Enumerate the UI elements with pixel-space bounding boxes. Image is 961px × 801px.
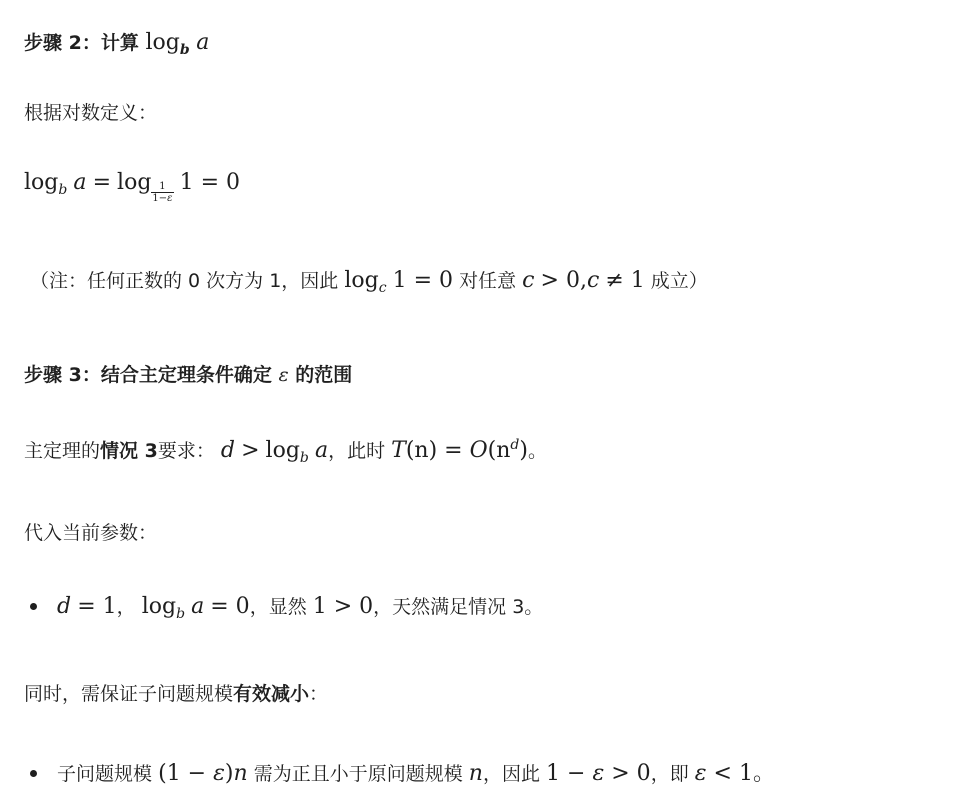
case3-sub-b: b — [299, 450, 309, 466]
b1-a: a — [191, 594, 205, 619]
case3-n1: (n) = — [405, 438, 470, 463]
note-line — [30, 266, 708, 296]
step3-heading-suffix: 的范围 — [295, 364, 353, 386]
frac-numerator: 1 — [151, 181, 173, 193]
case3-n2: (n — [487, 438, 511, 463]
case3-d: d — [220, 438, 236, 463]
b2-eps: ε — [213, 761, 225, 786]
b1-log: log — [141, 594, 177, 619]
case3-O: O — [469, 438, 488, 463]
bullet-dot — [30, 770, 37, 777]
eq1-sub-b: b — [58, 182, 68, 198]
note-c2: c — [586, 268, 600, 293]
eq1-log2: log — [117, 170, 152, 195]
b2-n2: n — [468, 761, 483, 786]
meanwhile-bold: 有效减小 — [233, 683, 310, 705]
frac-den-prefix: 1− — [152, 193, 168, 204]
b2-t1: 子问题规模 — [57, 763, 153, 785]
b2-t3: ，因此 — [482, 763, 540, 785]
b2-ineq2: > 0 — [604, 761, 651, 786]
step3-heading — [24, 360, 352, 387]
b2-n: n — [233, 761, 248, 786]
step3-epsilon: ε — [278, 364, 289, 386]
case3-T: T — [391, 438, 406, 463]
case3-log: log — [265, 438, 300, 463]
note-prefix: （注：任何正数的 0 次方为 1，因此 — [30, 270, 339, 292]
b1-d: d — [57, 594, 72, 619]
step3-heading-prefix: 步骤 3：结合主定理条件确定 — [24, 364, 272, 386]
b2-t2: 需为正且小于原问题规模 — [253, 763, 463, 785]
heading-math-sub: b — [179, 42, 190, 58]
case3-t3: ，此时 — [328, 440, 386, 462]
b2-ineq3: < 1。 — [706, 761, 775, 786]
note-c1: c — [522, 268, 535, 293]
case3-close: ) — [519, 438, 528, 463]
b1-eq1: = 1 — [77, 594, 117, 619]
case3-a: a — [314, 438, 329, 463]
case3-sup-d: d — [510, 437, 520, 453]
note-ne: ≠ 1 — [605, 268, 645, 293]
eq1-equals: = — [92, 170, 111, 195]
substitution-intro: 代入当前参数： — [24, 522, 158, 544]
case3-t1: 主定理的 — [24, 440, 101, 462]
b1-ineq: 1 > 0 — [312, 594, 374, 619]
meanwhile-t2: ： — [309, 683, 329, 705]
note-gt: > 0, — [540, 268, 587, 293]
b2-eps2: ε — [592, 761, 605, 786]
eq1-a: a — [73, 170, 87, 195]
case3-t4: 。 — [527, 440, 547, 462]
frac-denominator — [151, 193, 173, 204]
eq1-log: log — [24, 170, 59, 195]
b2-close: ) — [224, 761, 234, 786]
b1-sub-b: b — [176, 606, 186, 622]
bullet-item-2 — [24, 756, 775, 787]
meanwhile-line — [24, 679, 328, 706]
note-sub-c: c — [378, 280, 387, 296]
b2-t4: ，即 — [650, 763, 689, 785]
b2-eps3: ε — [694, 761, 707, 786]
heading-math-log: log — [145, 30, 180, 55]
note-suffix: 成立） — [650, 270, 708, 292]
note-text2: 对任意 — [459, 270, 517, 292]
bullet-dot — [30, 603, 37, 610]
case3-t2: 要求： — [157, 440, 215, 462]
b2-open: (1 − — [158, 761, 214, 786]
b1-t1: ， — [116, 596, 136, 618]
b2-ineq1: 1 − — [546, 761, 593, 786]
b1-t3: ，天然满足情况 3。 — [373, 596, 544, 618]
heading-math-arg: a — [196, 30, 210, 55]
equation-log-b-a — [24, 170, 240, 204]
note-log: log — [344, 268, 379, 293]
b1-t2: ，显然 — [249, 596, 307, 618]
case3-bold: 情况 3 — [100, 440, 158, 462]
step2-heading — [24, 28, 209, 58]
frac-den-epsilon: ε — [167, 193, 173, 204]
step2-heading-text: 步骤 2：计算 — [24, 32, 139, 54]
bullet-item-1 — [24, 592, 543, 622]
b1-eq0: = 0 — [210, 594, 250, 619]
note-eq: 1 = 0 — [392, 268, 454, 293]
eq1-fraction — [151, 181, 173, 204]
eq1-result: 1 = 0 — [179, 170, 241, 195]
meanwhile-t1: 同时，需保证子问题规模 — [24, 683, 234, 705]
definition-intro: 根据对数定义： — [24, 102, 158, 124]
case3-line — [24, 436, 547, 466]
case3-gt: > — [241, 438, 260, 463]
